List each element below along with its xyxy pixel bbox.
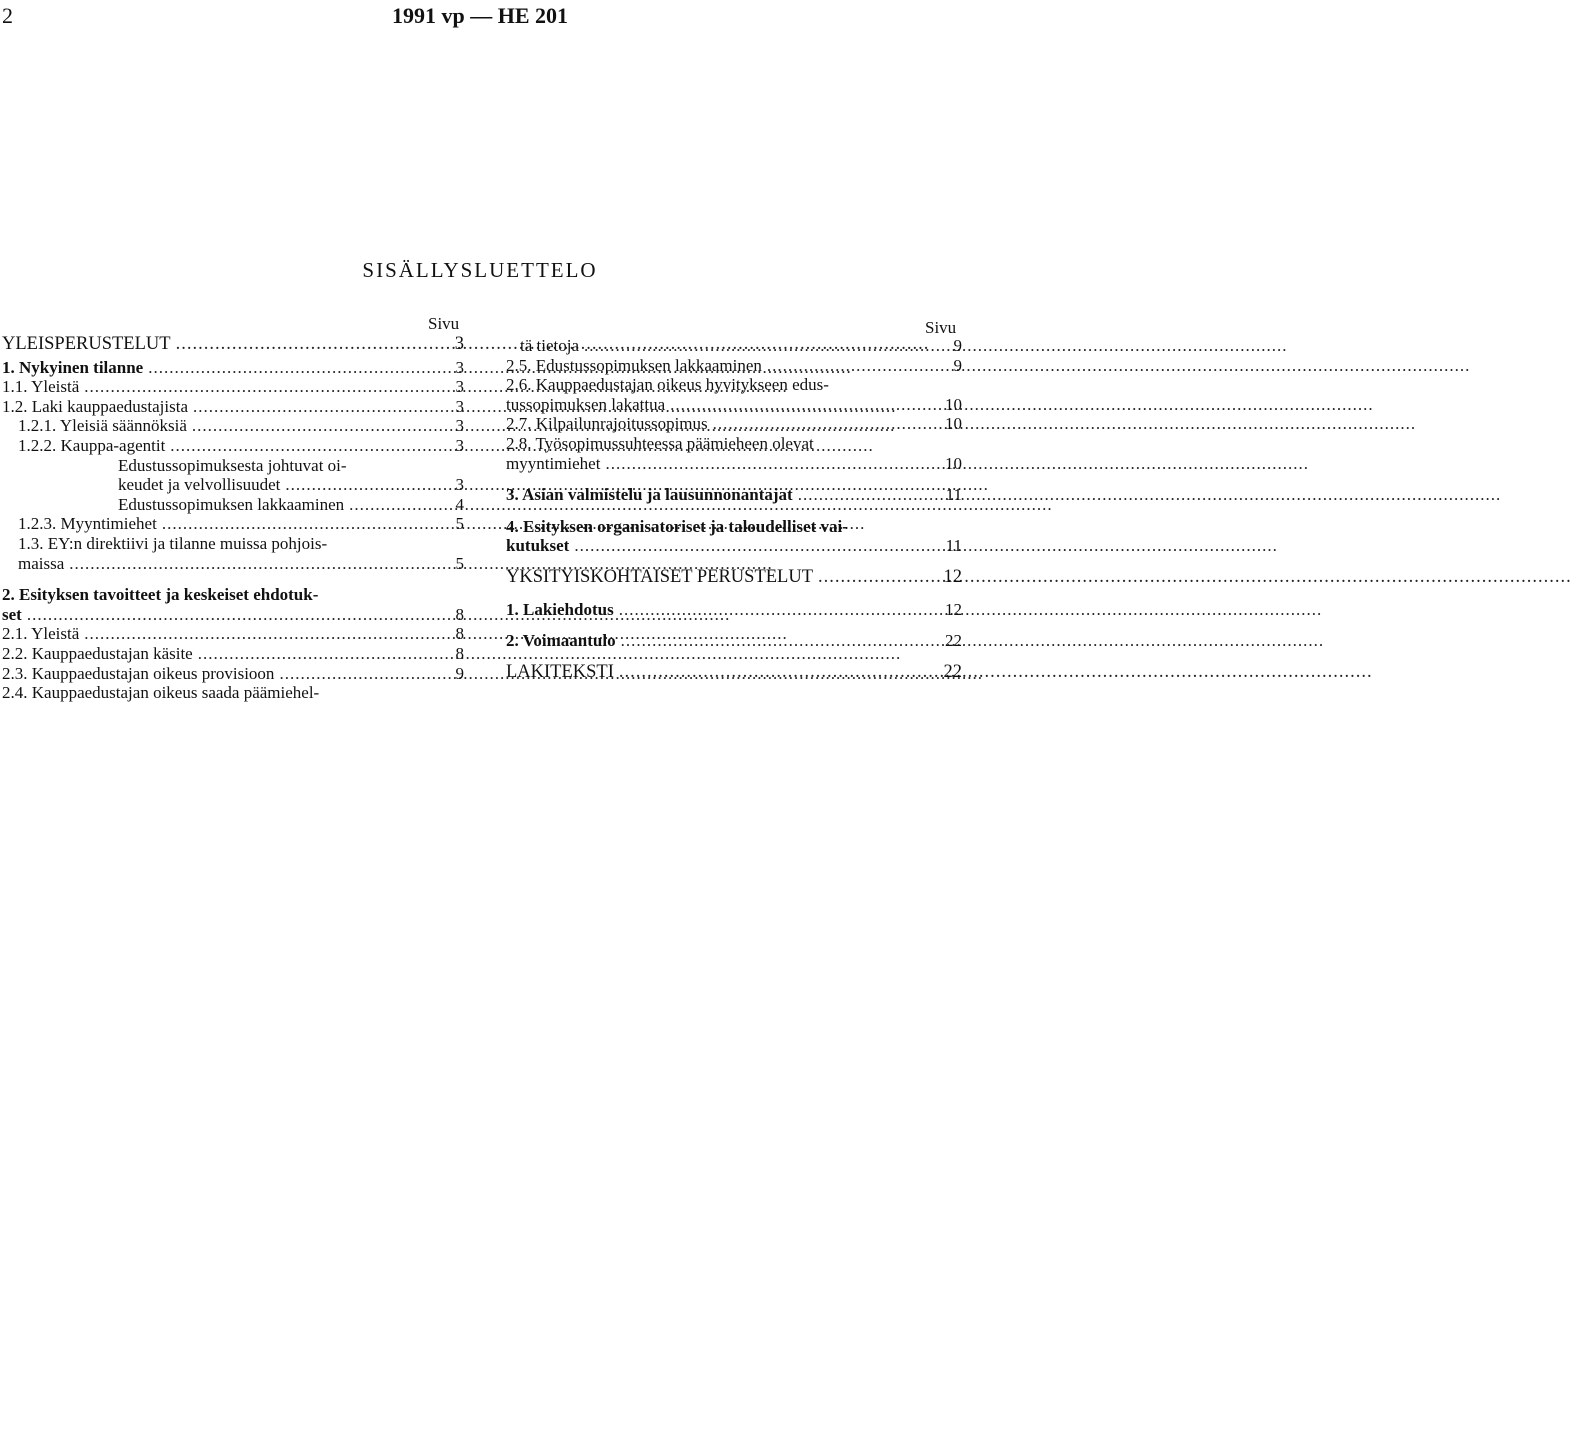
- toc-entry: [506, 517, 962, 556]
- toc-entry-title: tä tietoja: [520, 336, 580, 355]
- dot-leader: [818, 568, 1572, 588]
- toc-entry-title: Voimaantulo: [522, 631, 616, 651]
- toc-entry-title: Työsopimussuhteessa päämieheen olevat: [535, 433, 814, 453]
- dot-leader: [621, 631, 1325, 651]
- toc-entry: [2, 436, 464, 456]
- toc-entry: [2, 416, 464, 436]
- toc-entry-title: YKSITYISKOHTAISET PERUSTELUT: [506, 566, 814, 587]
- dot-leader: [798, 485, 1502, 505]
- toc-entry-title: Esityksen tavoitteet ja keskeiset ehdotuk-: [19, 585, 319, 605]
- toc-entry-title: Yleisiä säännöksiä: [59, 416, 187, 436]
- toc-entry: [506, 414, 962, 434]
- toc-page-number: 9: [953, 355, 962, 375]
- toc-page-number: 8: [455, 604, 464, 624]
- toc-entry-title: Kauppaedustajan oikeus hyvitykseen edus-: [535, 375, 829, 395]
- toc-entry-title: Kauppaedustajan käsite: [31, 643, 193, 663]
- toc-entry-title: Nykyinen tilanne: [19, 357, 144, 377]
- toc-page-number: 22: [945, 631, 962, 651]
- toc-page-number: 10: [945, 453, 962, 473]
- toc-page-number: 8: [455, 643, 464, 663]
- toc-entry-title: keudet ja velvollisuudet: [118, 475, 281, 495]
- toc-page-number: 9: [455, 663, 464, 683]
- toc-page-number: 22: [943, 661, 962, 682]
- toc-page-number: 3: [455, 416, 464, 436]
- toc-entry-number: 2.5.: [506, 355, 532, 375]
- toc-entry-title: LAKITEKSTI: [506, 661, 614, 682]
- toc-entry: [2, 377, 464, 397]
- toc-entry-title: Kauppa-agentit: [60, 435, 166, 455]
- toc-entry: [506, 663, 962, 683]
- toc-page-number: 12: [945, 599, 962, 619]
- toc-page-number: 12: [943, 566, 962, 587]
- page-number: 2: [2, 3, 13, 28]
- toc-entry-number: 1.: [506, 599, 519, 619]
- toc-entry: [506, 434, 962, 473]
- dot-leader: [574, 536, 1278, 556]
- toc-page-number: 10: [945, 414, 962, 434]
- dot-leader: [670, 395, 1374, 415]
- toc-entry: [506, 600, 962, 620]
- toc-page-number: 5: [455, 553, 464, 573]
- toc-entry-title: Esityksen organisatoriset ja taloudelliset vai-: [523, 516, 848, 536]
- toc-entry-title: YLEISPERUSTELUT: [2, 334, 171, 354]
- toc-entry-number: 2.8.: [506, 433, 532, 453]
- toc-entry-title: tussopimuksen lakattua: [506, 394, 666, 414]
- toc-entry-title: Kauppaedustajan oikeus provisioon: [31, 663, 275, 683]
- toc-page-number: 3: [455, 377, 464, 397]
- toc-right-column: [506, 336, 962, 682]
- toc-page-number: 3: [455, 435, 464, 455]
- toc-entry: [506, 336, 962, 356]
- toc-entry-title: Yleistä: [31, 377, 80, 397]
- toc-page-number: 11: [945, 485, 962, 505]
- toc-entry-number: 2.1.: [2, 624, 28, 644]
- toc-entry: [2, 644, 464, 664]
- toc-entry-number: 2.4.: [2, 683, 28, 703]
- dot-leader: [713, 414, 1417, 434]
- toc-entry-number: 1.: [2, 357, 15, 377]
- left-page-column-label: Sivu: [428, 314, 460, 333]
- toc-entry-title: Edustussopimuksesta johtuvat oi-: [118, 455, 347, 475]
- toc-page-number: 3: [455, 475, 464, 495]
- toc-entry-number: 4.: [506, 516, 519, 536]
- toc-entry-title: kutukset: [506, 536, 570, 556]
- toc-page-number: 8: [455, 624, 464, 644]
- toc-entry-title: maissa: [18, 553, 65, 573]
- toc-entry: [2, 585, 464, 624]
- toc-entry-number: 2.6.: [506, 375, 532, 395]
- toc-page-number: 3: [454, 334, 464, 354]
- toc-entry: [2, 683, 464, 703]
- toc-entry: [2, 397, 464, 417]
- toc-entry-title: Edustussopimuksen lakkaaminen: [118, 494, 345, 514]
- toc-entry: [506, 485, 962, 505]
- toc-entry: [2, 335, 464, 355]
- toc-entry-number: 2.: [506, 631, 519, 651]
- toc-entry-number: 1.1.: [2, 377, 28, 397]
- toc-entry-title: Yleistä: [31, 624, 80, 644]
- dot-leader: [619, 663, 1373, 683]
- toc-entry-number: 1.3.: [18, 533, 44, 553]
- toc-entry-title: set: [2, 604, 22, 624]
- toc-entry: [2, 495, 464, 515]
- toc-title: SISÄLLYSLUETTELO: [362, 258, 598, 282]
- toc-entry: [2, 358, 464, 378]
- toc-entry: [2, 456, 464, 495]
- toc-entry-title: Laki kauppaedustajista: [31, 396, 189, 416]
- toc-entry-title: Myyntimiehet: [60, 514, 157, 534]
- toc-entry: [2, 664, 464, 684]
- toc-entry-number: 2.: [2, 585, 15, 605]
- toc-left-column: [2, 335, 464, 703]
- toc-entry: [2, 514, 464, 534]
- toc-entry-title: EY:n direktiivi ja tilanne muissa pohjois-: [47, 533, 328, 553]
- toc-entry: [506, 631, 962, 651]
- toc-entry: [506, 568, 962, 588]
- toc-page-number: 11: [945, 536, 962, 556]
- toc-page-number: 10: [945, 394, 962, 414]
- toc-entry-title: Asian valmistelu ja lausunnonantajat: [522, 485, 793, 505]
- toc-entry-title: Edustussopimuksen lakkaaminen: [535, 355, 762, 375]
- document-header: 1991 vp — HE 201: [391, 3, 569, 28]
- toc-page-number: 4: [455, 494, 464, 514]
- toc-entry-title: Kauppaedustajan oikeus saada päämiehel-: [31, 683, 320, 703]
- toc-entry-title: Kilpailunrajoitussopimus: [535, 414, 708, 434]
- toc-entry: [506, 375, 962, 414]
- toc-entry-number: 2.7.: [506, 414, 532, 434]
- toc-entry-number: 2.3.: [2, 663, 28, 683]
- dot-leader: [619, 600, 1323, 620]
- toc-entry-number: 1.2.1.: [18, 416, 57, 436]
- toc-page-number: 9: [953, 336, 962, 355]
- toc-entry-number: 1.2.: [2, 396, 28, 416]
- toc-entry-number: 3.: [506, 485, 519, 505]
- toc-page-number: 3: [455, 357, 464, 377]
- toc-entry-title: Lakiehdotus: [523, 599, 614, 619]
- dot-leader: [767, 356, 1471, 376]
- toc-entry-number: 1.2.3.: [18, 514, 57, 534]
- toc-entry: [2, 624, 464, 644]
- toc-page-number: 3: [455, 396, 464, 416]
- toc-entry: [506, 356, 962, 376]
- toc-page-number: 5: [455, 514, 464, 534]
- right-page-column-label: Sivu: [925, 318, 957, 337]
- toc-entry-number: 1.2.2.: [18, 435, 57, 455]
- toc-entry-title: myyntimiehet: [506, 453, 601, 473]
- toc-entry-number: 2.2.: [2, 643, 28, 663]
- toc-entry: [2, 534, 464, 573]
